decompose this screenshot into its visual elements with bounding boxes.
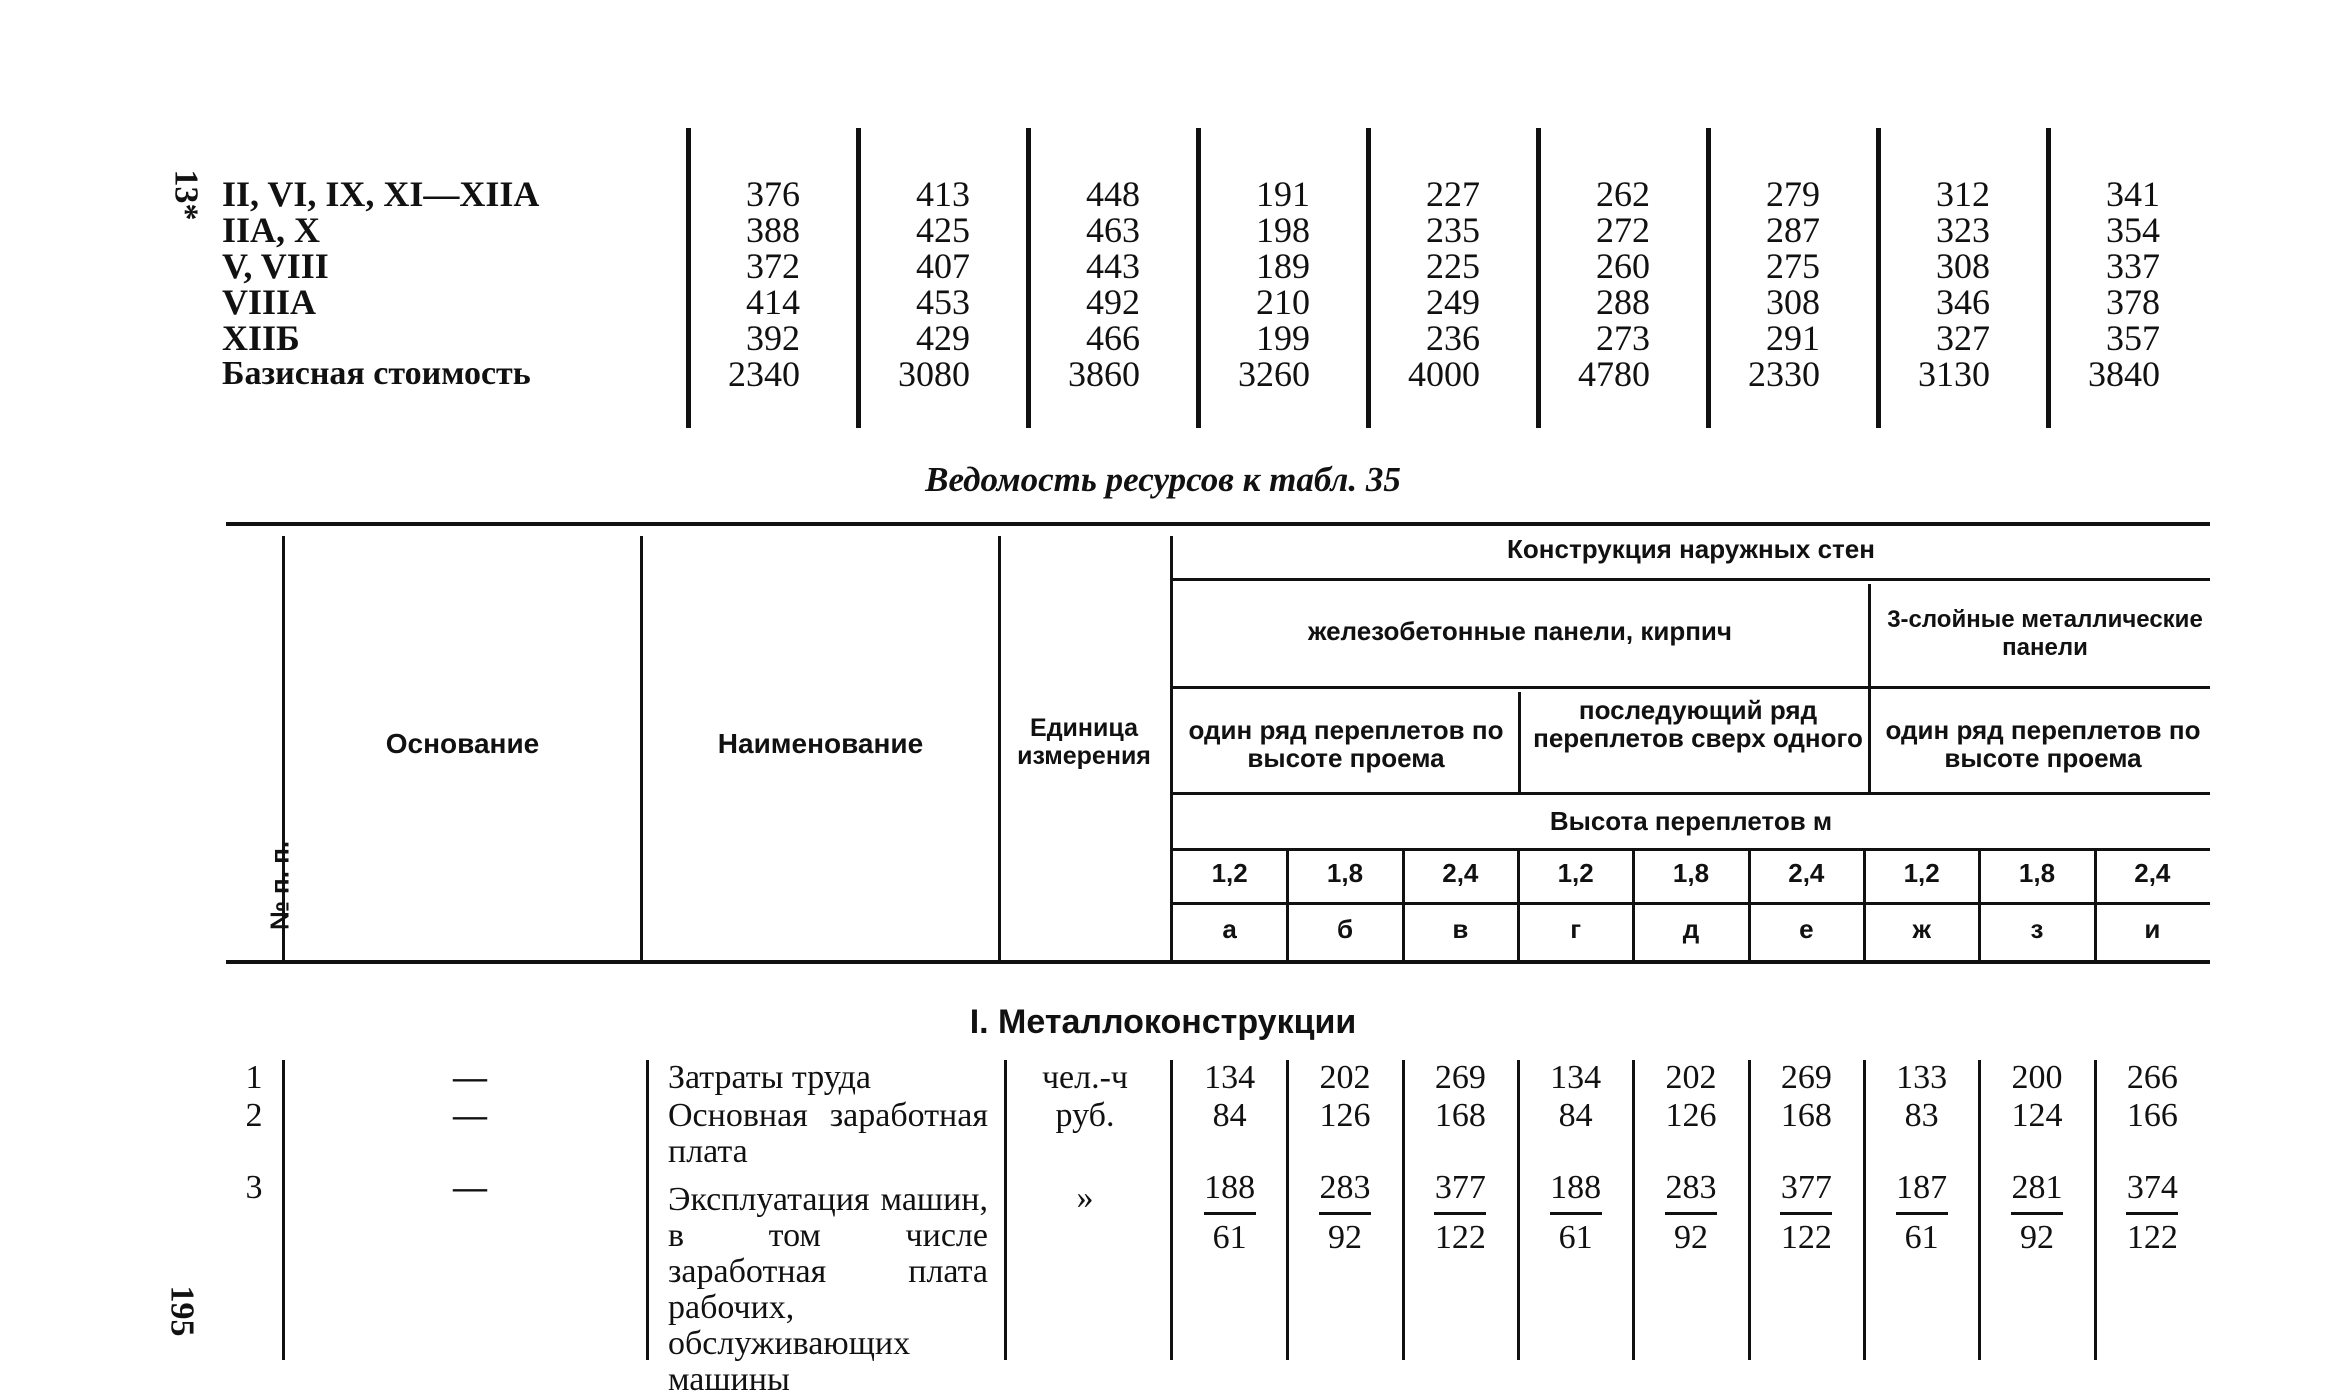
row-label: XIIБ — [222, 318, 300, 358]
row-value: 168 — [1434, 1097, 1486, 1134]
body-rule — [1632, 1060, 1635, 1360]
top-table-cell: 466 — [1086, 318, 1140, 358]
row-unit: руб. — [1055, 1097, 1115, 1134]
row-value-numerator: 281 — [2011, 1169, 2063, 1206]
header-name: Наименование — [717, 728, 924, 759]
header-rule — [1518, 692, 1521, 792]
page-number: 195 — [163, 1285, 201, 1337]
row-value-numerator: 283 — [1319, 1169, 1371, 1206]
header-rule — [2094, 848, 2097, 960]
header-basis: Основание — [385, 728, 540, 759]
header-rule — [1517, 848, 1520, 960]
header-column-letter: а — [1222, 914, 1237, 944]
top-table-cell: 2340 — [728, 354, 800, 394]
top-table-cell: 272 — [1596, 210, 1650, 250]
top-table-column — [2000, 176, 2160, 392]
header-number: № п. п. — [264, 840, 295, 931]
column-rule — [1536, 128, 1541, 428]
body-rule — [1170, 1060, 1173, 1360]
column-rule — [1196, 128, 1201, 428]
header-rule — [1632, 848, 1635, 960]
top-table-cell: 372 — [746, 246, 800, 286]
row-label: VIIIA — [222, 282, 317, 322]
top-table-cell: 189 — [1256, 246, 1310, 286]
row-value-numerator: 377 — [1780, 1169, 1832, 1206]
body-rule — [1004, 1060, 1007, 1360]
row-value: 126 — [1665, 1097, 1717, 1134]
top-table-cell: 388 — [746, 210, 800, 250]
header-column-letter: з — [2030, 914, 2044, 944]
fraction-bar — [1204, 1212, 1256, 1215]
header-column-letter: е — [1799, 914, 1814, 944]
top-table-cell: 346 — [1936, 282, 1990, 322]
header-height-value: 1,2 — [1903, 858, 1940, 888]
top-table-cell: 3080 — [898, 354, 970, 394]
header-column-letter: ж — [1912, 914, 1931, 944]
header-sub-next-row: последующий ряд переплетов сверх одного — [1533, 695, 1863, 753]
row-unit: » — [1076, 1179, 1094, 1216]
column-rule — [1026, 128, 1031, 428]
row-name: Затраты труда — [668, 1059, 872, 1096]
top-table-cell: 287 — [1766, 210, 1820, 250]
header-group-metal: 3-слойные металлические панели — [1887, 606, 2203, 661]
row-value: 269 — [1434, 1059, 1486, 1096]
top-table-cell: 199 — [1256, 318, 1310, 358]
fraction-bar — [1665, 1212, 1717, 1215]
row-value: 126 — [1319, 1097, 1371, 1134]
body-rule — [1286, 1060, 1289, 1360]
top-table-cell: 3860 — [1068, 354, 1140, 394]
header-column-letter: в — [1452, 914, 1469, 944]
row-value: 266 — [2126, 1059, 2178, 1096]
row-value-numerator: 374 — [2126, 1169, 2178, 1206]
section-title: I. Металлоконструкции — [969, 1003, 1357, 1041]
row-value: 166 — [2126, 1097, 2178, 1134]
row-value: 133 — [1896, 1059, 1948, 1096]
table-title: Ведомость ресурсов к табл. 35 — [925, 460, 1401, 499]
header-height-value: 1,2 — [1211, 858, 1248, 888]
top-table-cell: 249 — [1426, 282, 1480, 322]
column-rule — [1876, 128, 1881, 428]
header-rule — [1172, 792, 2210, 795]
top-table-cell: 198 — [1256, 210, 1310, 250]
column-rule — [2046, 128, 2051, 428]
row-basis: — — [453, 1169, 487, 1206]
header-height-label: Высота переплетов м — [1549, 806, 1833, 836]
row-value: 84 — [1212, 1097, 1247, 1134]
fraction-bar — [2011, 1212, 2063, 1215]
top-table-column — [1150, 176, 1310, 392]
fraction-bar — [1319, 1212, 1371, 1215]
top-table-cell: 308 — [1766, 282, 1820, 322]
top-table-cell: 357 — [2106, 318, 2160, 358]
top-table-cell: 236 — [1426, 318, 1480, 358]
top-table-cell: 235 — [1426, 210, 1480, 250]
body-rule — [2094, 1060, 2097, 1360]
page-mark-top: 13* — [167, 169, 205, 221]
header-column-letter: и — [2144, 914, 2161, 944]
row-label: IIA, X — [222, 210, 321, 250]
top-table-cell: 392 — [746, 318, 800, 358]
header-bottom-rule — [226, 960, 2210, 964]
row-value: 83 — [1904, 1097, 1939, 1134]
row-value-numerator: 188 — [1550, 1169, 1602, 1206]
header-column-letter: б — [1336, 914, 1354, 944]
top-table-cell: 337 — [2106, 246, 2160, 286]
row-value-denominator: 92 — [2020, 1219, 2054, 1256]
header-column-letter: г — [1570, 914, 1582, 944]
body-rule — [1517, 1060, 1520, 1360]
top-table-column — [1830, 176, 1990, 392]
row-value-denominator: 122 — [1434, 1219, 1486, 1256]
top-table-cell: 492 — [1086, 282, 1140, 322]
row-unit: чел.-ч — [1041, 1059, 1129, 1096]
row-name: Основная заработная плата — [668, 1097, 988, 1170]
top-table-cell: 3260 — [1238, 354, 1310, 394]
row-value-numerator: 283 — [1665, 1169, 1717, 1206]
row-number: 1 — [245, 1059, 263, 1096]
header-height-value: 2,4 — [1788, 858, 1825, 888]
header-rule — [1172, 686, 2210, 689]
top-table-cell: 291 — [1766, 318, 1820, 358]
top-table-cell: 453 — [916, 282, 970, 322]
top-table-cell: 210 — [1256, 282, 1310, 322]
top-table-column — [980, 176, 1140, 392]
top-table-column — [810, 176, 970, 392]
top-table-cell: 260 — [1596, 246, 1650, 286]
top-table-cell: 341 — [2106, 174, 2160, 214]
row-value: 200 — [2011, 1059, 2063, 1096]
row-basis: — — [453, 1059, 487, 1096]
column-rule — [686, 128, 691, 428]
row-value-denominator: 92 — [1674, 1219, 1708, 1256]
top-table-cell: 4000 — [1408, 354, 1480, 394]
column-rule — [1366, 128, 1371, 428]
header-height-value: 1,2 — [1557, 858, 1594, 888]
header-rule — [1748, 848, 1751, 960]
top-table-cell: 227 — [1426, 174, 1480, 214]
row-value-numerator: 187 — [1896, 1169, 1948, 1206]
top-table-cell: 414 — [746, 282, 800, 322]
top-table-column — [1320, 176, 1480, 392]
header-rule — [1172, 578, 2210, 581]
body-rule — [1863, 1060, 1866, 1360]
row-label: II, VI, IX, XI—XIIA — [222, 174, 540, 214]
header-rule — [1170, 536, 1173, 960]
top-table-column — [640, 176, 800, 392]
header-rule — [1402, 848, 1405, 960]
row-value: 124 — [2011, 1097, 2063, 1134]
header-rule — [1863, 848, 1866, 960]
header-rule — [998, 536, 1001, 960]
top-table-cell: 225 — [1426, 246, 1480, 286]
fraction-bar — [2126, 1212, 2178, 1215]
row-value-denominator: 61 — [1212, 1219, 1247, 1256]
top-table-cell: 191 — [1256, 174, 1310, 214]
row-number: 2 — [245, 1097, 263, 1134]
top-table-cell: 262 — [1596, 174, 1650, 214]
top-table-cell: 279 — [1766, 174, 1820, 214]
row-value-denominator: 122 — [2126, 1219, 2178, 1256]
row-name: Эксплуатация машин, в том числе заработная плата рабочих, обслуживающих машины — [668, 1181, 988, 1398]
header-group-rc: железобетонные панели, кирпич — [1307, 616, 1733, 646]
top-table-cell: 413 — [916, 174, 970, 214]
header-sub-metal-one-row: один ряд переплетов по высоте проема — [1885, 715, 2201, 773]
row-value-denominator: 122 — [1780, 1219, 1832, 1256]
top-table-cell: 463 — [1086, 210, 1140, 250]
fraction-bar — [1780, 1212, 1832, 1215]
top-table-cell: 275 — [1766, 246, 1820, 286]
top-table-cell: 4780 — [1578, 354, 1650, 394]
row-value-numerator: 377 — [1434, 1169, 1486, 1206]
top-table-column — [1490, 176, 1650, 392]
top-table-cell: 443 — [1086, 246, 1140, 286]
header-height-value: 2,4 — [2134, 858, 2171, 888]
row-value: 202 — [1319, 1059, 1371, 1096]
header-construction: Конструкция наружных стен — [1507, 534, 1875, 564]
top-table-cell: 288 — [1596, 282, 1650, 322]
body-rule — [1402, 1060, 1405, 1360]
body-rule — [282, 1060, 285, 1360]
top-table-cell: 376 — [746, 174, 800, 214]
fraction-bar — [1550, 1212, 1602, 1215]
header-rule — [1172, 848, 2210, 851]
body-rule — [1748, 1060, 1751, 1360]
top-table-column — [1660, 176, 1820, 392]
header-rule — [1172, 902, 2210, 905]
top-table-cell: 354 — [2106, 210, 2160, 250]
body-rule — [646, 1060, 649, 1360]
column-rule — [1706, 128, 1711, 428]
column-rule — [856, 128, 861, 428]
top-table-cell: 429 — [916, 318, 970, 358]
header-rule — [1286, 848, 1289, 960]
row-label-base-cost: Базисная стоимость — [222, 355, 531, 392]
top-table-cell: 3840 — [2088, 354, 2160, 394]
top-table-cell: 2330 — [1748, 354, 1820, 394]
fraction-bar — [1896, 1212, 1948, 1215]
row-value-numerator: 188 — [1204, 1169, 1256, 1206]
header-unit: Единица измерения — [1017, 714, 1151, 770]
row-value-denominator: 61 — [1558, 1219, 1593, 1256]
top-table-cell: 312 — [1936, 174, 1990, 214]
header-height-value: 1,8 — [1672, 858, 1710, 888]
top-table-cell: 448 — [1086, 174, 1140, 214]
row-value: 84 — [1558, 1097, 1593, 1134]
header-column-letter: д — [1682, 914, 1700, 944]
row-value: 269 — [1780, 1059, 1832, 1096]
top-table-cell: 308 — [1936, 246, 1990, 286]
top-table-labels — [222, 176, 702, 392]
top-table-cell: 273 — [1596, 318, 1650, 358]
header-height-value: 1,8 — [1326, 858, 1364, 888]
header-height-value: 2,4 — [1442, 858, 1479, 888]
top-table-cell: 425 — [916, 210, 970, 250]
body-rule — [1978, 1060, 1981, 1360]
row-basis: — — [453, 1097, 487, 1134]
fraction-bar — [1434, 1212, 1486, 1215]
row-value: 168 — [1780, 1097, 1832, 1134]
row-value: 134 — [1550, 1059, 1602, 1096]
top-table-cell: 327 — [1936, 318, 1990, 358]
row-label: V, VIII — [222, 246, 329, 286]
header-rule — [1978, 848, 1981, 960]
row-value: 134 — [1204, 1059, 1256, 1096]
top-table-cell: 378 — [2106, 282, 2160, 322]
row-value: 202 — [1665, 1059, 1717, 1096]
header-sub-one-row: один ряд переплетов по высоте проема — [1188, 715, 1504, 773]
header-top-rule — [226, 522, 2210, 526]
row-number: 3 — [245, 1169, 263, 1206]
top-table-cell: 407 — [916, 246, 970, 286]
top-table-cell: 3130 — [1918, 354, 1990, 394]
top-table-cell: 323 — [1936, 210, 1990, 250]
row-value-denominator: 92 — [1328, 1219, 1362, 1256]
row-value-denominator: 61 — [1904, 1219, 1939, 1256]
header-height-value: 1,8 — [2018, 858, 2056, 888]
